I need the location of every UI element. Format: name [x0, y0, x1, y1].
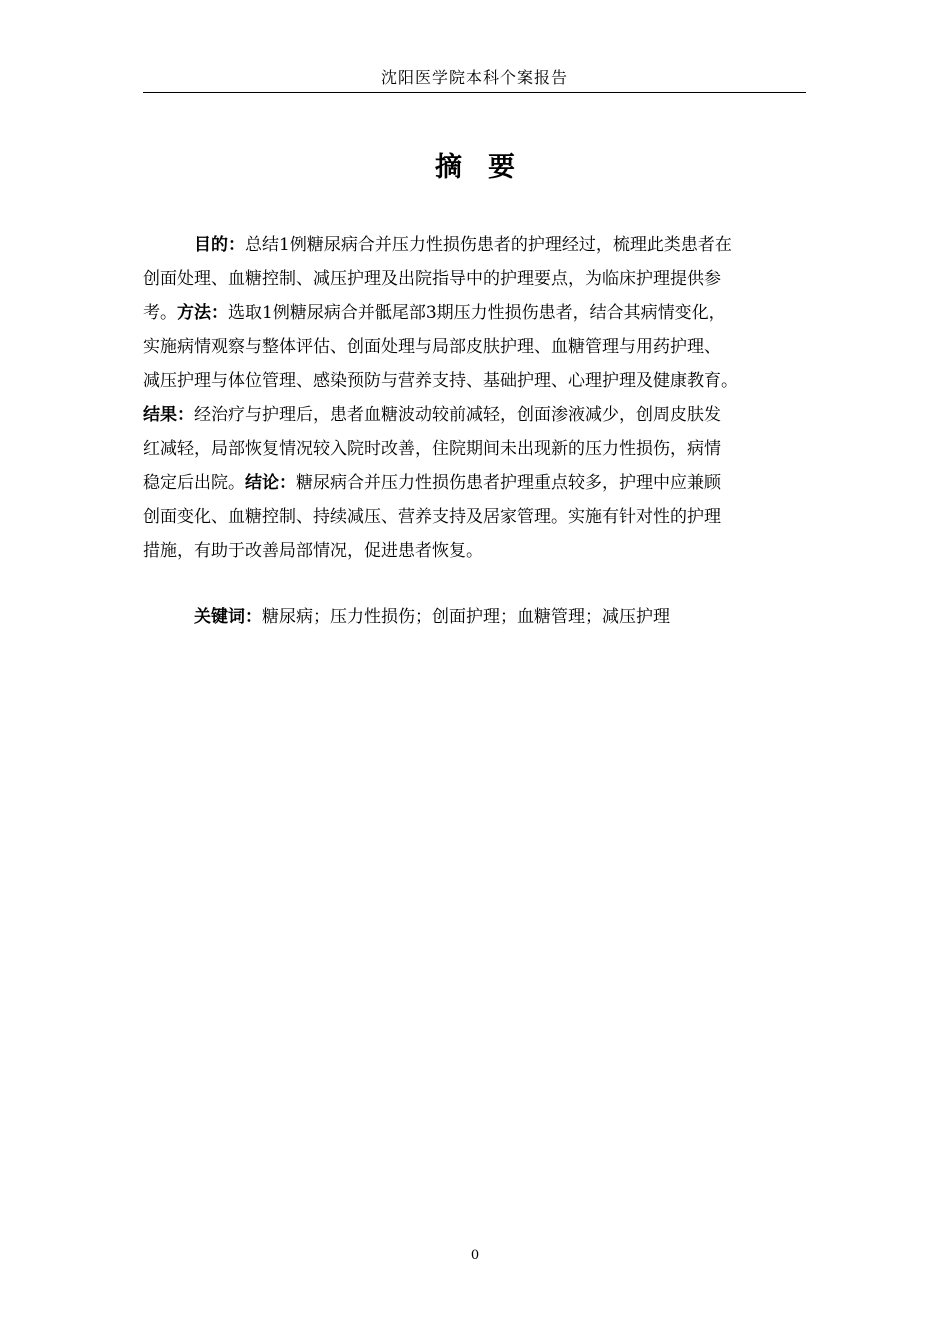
result-text: 稳定后出院。	[143, 473, 245, 493]
keywords	[194, 600, 670, 634]
result-label: 结果：	[143, 405, 194, 425]
page-header	[143, 66, 806, 93]
method-text: 选取1例糖尿病合并骶尾部3期压力性损伤患者，结合其病情变化，	[228, 303, 726, 323]
abstract-line	[143, 364, 824, 398]
abstract-title: 摘要	[435, 152, 541, 183]
method-text: 实施病情观察与整体评估、创面处理与局部皮肤护理、血糖管理与用药护理、	[143, 337, 721, 357]
abstract-line	[143, 398, 824, 432]
abstract-line	[143, 228, 824, 262]
conclusion-text: 措施，有助于改善局部情况，促进患者恢复。	[143, 541, 483, 561]
purpose-label: 目的：	[194, 235, 245, 255]
abstract-line	[143, 534, 824, 568]
abstract-line	[143, 296, 824, 330]
keywords-label: 关键词：	[194, 607, 262, 627]
method-text: 减压护理与体位管理、感染预防与营养支持、基础护理、心理护理及健康教育。	[143, 371, 738, 391]
method-label: 方法：	[177, 303, 228, 323]
header-text: 沈阳医学院本科个案报告	[380, 68, 568, 87]
abstract-line	[143, 466, 824, 500]
abstract-line	[143, 432, 824, 466]
purpose-text: 创面处理、血糖控制、减压护理及出院指导中的护理要点，为临床护理提供参	[143, 269, 721, 289]
result-text: 经治疗与护理后，患者血糖波动较前减轻，创面渗液减少，创周皮肤发	[194, 405, 721, 425]
conclusion-text: 创面变化、血糖控制、持续减压、营养支持及居家管理。实施有针对性的护理	[143, 507, 721, 527]
keywords-text: 糖尿病；压力性损伤；创面护理；血糖管理；减压护理	[262, 607, 670, 627]
purpose-text: 考。	[143, 303, 177, 323]
abstract-line	[143, 330, 824, 364]
abstract-line	[143, 500, 824, 534]
conclusion-label: 结论：	[245, 473, 296, 493]
conclusion-text: 糖尿病合并压力性损伤患者护理重点较多，护理中应兼顾	[296, 473, 721, 493]
page-number: 0	[470, 1248, 480, 1263]
abstract-body	[143, 228, 824, 568]
abstract-line	[143, 262, 824, 296]
purpose-text: 总结1例糖尿病合并压力性损伤患者的护理经过，梳理此类患者在	[245, 235, 732, 255]
result-text: 红减轻，局部恢复情况较入院时改善，住院期间未出现新的压力性损伤，病情	[143, 439, 721, 459]
